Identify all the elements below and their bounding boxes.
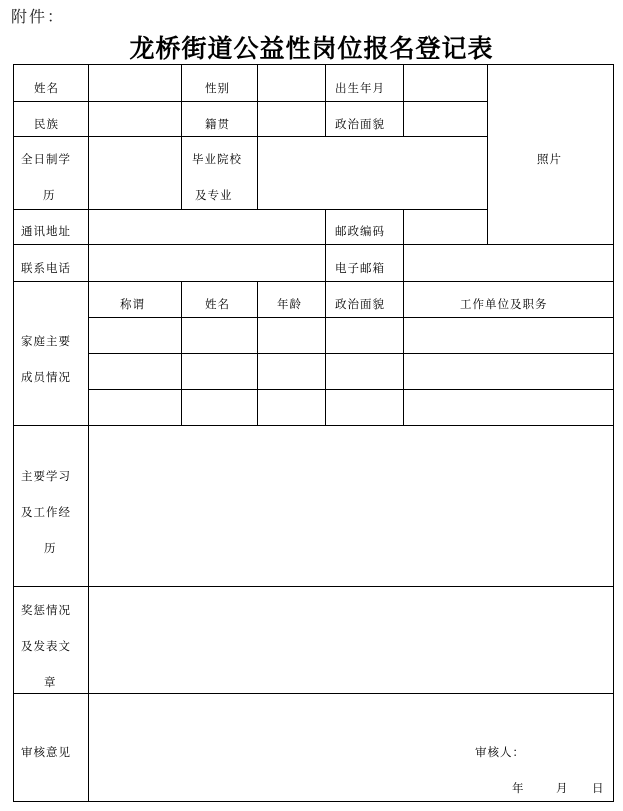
label-fulltime-edu-1: 全日制学 (21, 152, 71, 166)
label-awards-3: 章 (44, 675, 57, 689)
label-family-1: 家庭主要 (21, 334, 71, 348)
label-native-place: 籍贯 (205, 117, 230, 131)
label-experience-1: 主要学习 (21, 469, 71, 483)
attachment-label: 附件： (11, 7, 66, 26)
label-ethnicity: 民族 (34, 117, 59, 131)
label-awards-2: 及发表文 (21, 639, 71, 653)
label-email: 电子邮箱 (335, 261, 385, 275)
label-photo: 照片 (537, 152, 562, 166)
label-address: 通讯地址 (21, 224, 71, 238)
form-title: 龙桥街道公益性岗位报名登记表 (129, 34, 494, 63)
label-fulltime-edu-2: 历 (43, 188, 56, 202)
family-header-political-status: 政治面貌 (335, 297, 385, 311)
family-header-relation: 称谓 (120, 297, 145, 311)
label-name: 姓名 (34, 81, 59, 95)
label-review: 审核意见 (21, 745, 71, 759)
label-experience-2: 及工作经 (21, 505, 71, 519)
label-family-2: 成员情况 (21, 370, 71, 384)
label-reviewer: 审核人： (475, 745, 525, 759)
family-header-employer: 工作单位及职务 (460, 297, 548, 311)
label-phone: 联系电话 (21, 261, 71, 275)
label-date-year: 年 (512, 781, 525, 795)
label-grad-school-1: 毕业院校 (192, 152, 242, 166)
label-political-status: 政治面貌 (335, 117, 385, 131)
family-header-age: 年龄 (277, 297, 302, 311)
label-date-day: 日 (592, 781, 605, 795)
family-header-name: 姓名 (205, 297, 230, 311)
label-gender: 性别 (205, 81, 230, 95)
label-date-month: 月 (556, 781, 569, 795)
label-birth: 出生年月 (335, 81, 385, 95)
label-grad-school-2: 及专业 (195, 188, 233, 202)
label-awards-1: 奖惩情况 (21, 603, 71, 617)
label-experience-3: 历 (44, 541, 57, 555)
label-postcode: 邮政编码 (335, 224, 385, 238)
